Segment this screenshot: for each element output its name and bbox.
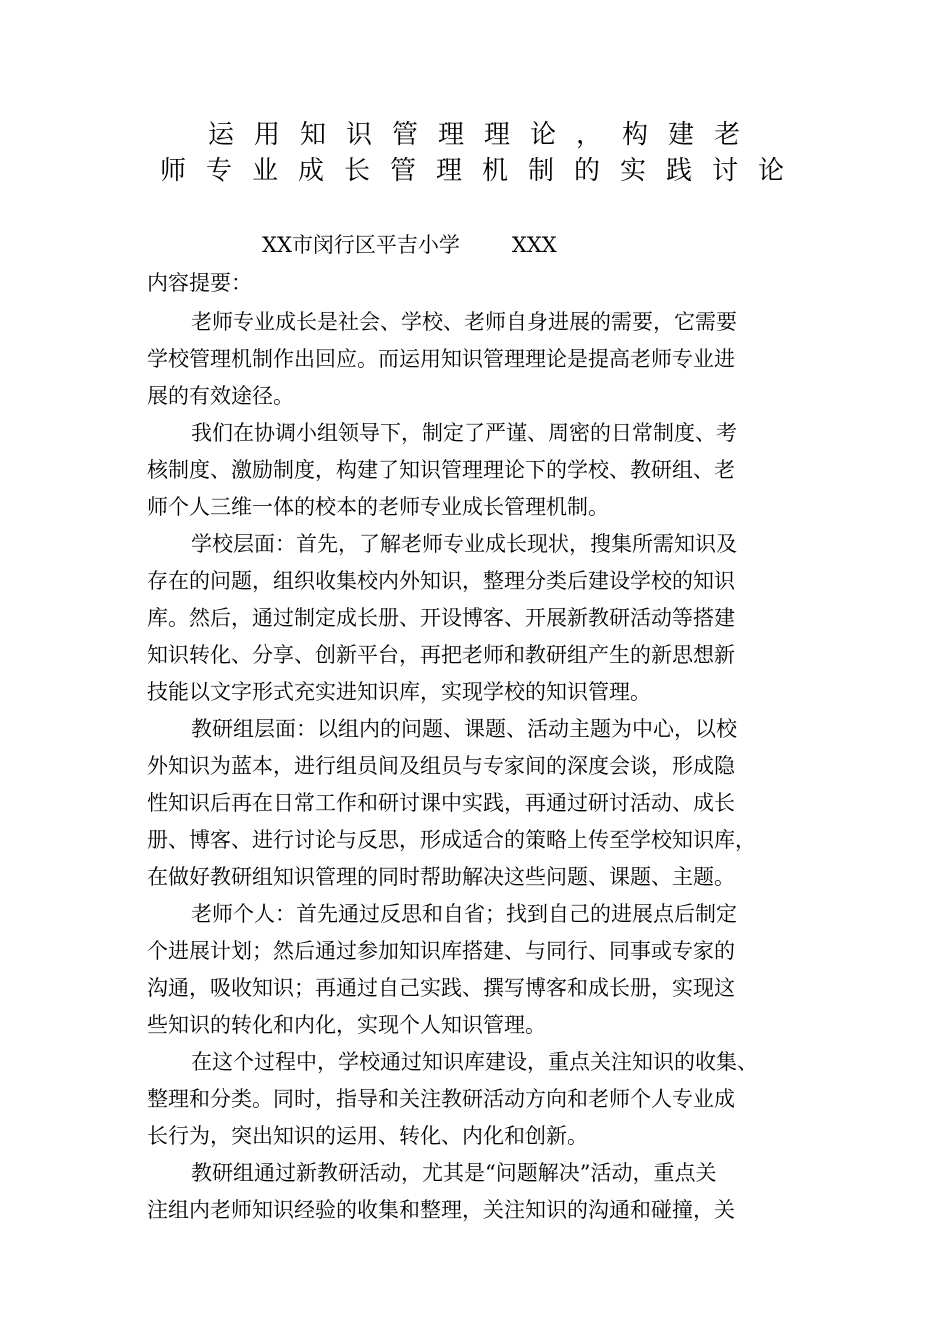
body-paragraph: [147, 415, 807, 526]
paragraph-line: 沟通，吸收知识；再通过自己实践、撰写博客和成长册，实现这: [147, 976, 735, 1000]
body-paragraph: [147, 526, 807, 711]
paragraph-line: 展的有效途径。: [147, 384, 294, 408]
paragraph-line: 性知识后再在日常工作和研讨课中实践，再通过研讨活动、成长: [147, 791, 735, 815]
document-title-line2: 师专业成长管理机制的实践讨论: [159, 156, 804, 186]
paragraph-line: 老师个人：首先通过反思和自省；找到自己的进展点后制定: [191, 902, 737, 926]
body-paragraph: [147, 1044, 807, 1155]
paragraph-line: 技能以文字形式充实进知识库，实现学校的知识管理。: [147, 680, 651, 704]
paragraph-line: 老师专业成长是社会、学校、老师自身进展的需要，它需要: [191, 310, 737, 334]
paragraph-line: 师个人三维一体的校本的老师专业成长管理机制。: [147, 495, 609, 519]
paragraph-line: 册、博客、进行讨论与反思，形成适合的策略上传至学校知识库，: [147, 828, 756, 852]
paragraph-line: 长行为，突出知识的运用、转化、内化和创新。: [147, 1124, 588, 1148]
paragraph-line: 知识转化、分享、创新平台，再把老师和教研组产生的新思想新: [147, 643, 735, 667]
paragraph-line: 在做好教研组知识管理的同时帮助解决这些问题、课题、主题。: [147, 865, 735, 889]
paragraph-line: 我们在协调小组领导下，制定了严谨、周密的日常制度、考: [191, 421, 737, 445]
paragraph-line: 学校管理机制作出回应。而运用知识管理理论是提高老师专业进: [147, 347, 735, 371]
body-paragraph: [147, 1155, 807, 1229]
paragraph-line: 些知识的转化和内化，实现个人知识管理。: [147, 1013, 546, 1037]
paragraph-line: 整理和分类。同时，指导和关注教研活动方向和老师个人专业成: [147, 1087, 735, 1111]
paragraph-line: 教研组通过新教研活动，尤其是“问题解决”活动，重点关: [191, 1161, 717, 1185]
school-name: XX市闵行区平吉小学: [262, 233, 460, 257]
paragraph-line: 个进展计划；然后通过参加知识库搭建、与同行、同事或专家的: [147, 939, 735, 963]
byline: [262, 230, 557, 260]
body-paragraph: [147, 896, 807, 1044]
paragraph-line: 注组内老师知识经验的收集和整理，关注知识的沟通和碰撞，关: [147, 1198, 735, 1222]
body-paragraph: [147, 711, 807, 896]
abstract-label: 内容提要：: [147, 271, 252, 295]
paragraph-line: 库。然后，通过制定成长册、开设博客、开展新教研活动等搭建: [147, 606, 735, 630]
paragraph-line: 在这个过程中，学校通过知识库建设，重点关注知识的收集、: [191, 1050, 758, 1074]
author-name: XXX: [511, 233, 557, 257]
paragraph-line: 核制度、激励制度，构建了知识管理理论下的学校、教研组、老: [147, 458, 735, 482]
paragraph-line: 学校层面：首先，了解老师专业成长现状，搜集所需知识及: [191, 532, 737, 556]
paragraph-line: 存在的问题，组织收集校内外知识，整理分类后建设学校的知识: [147, 569, 735, 593]
document-title-line1: 运用知识管理理论，构建老: [207, 120, 760, 150]
paragraph-line: 外知识为蓝本，进行组员间及组员与专家间的深度会谈，形成隐: [147, 754, 735, 778]
paragraph-line: 教研组层面：以组内的问题、课题、活动主题为中心，以校: [191, 717, 737, 741]
body-paragraph: [147, 304, 807, 415]
document-body: [147, 304, 807, 1229]
